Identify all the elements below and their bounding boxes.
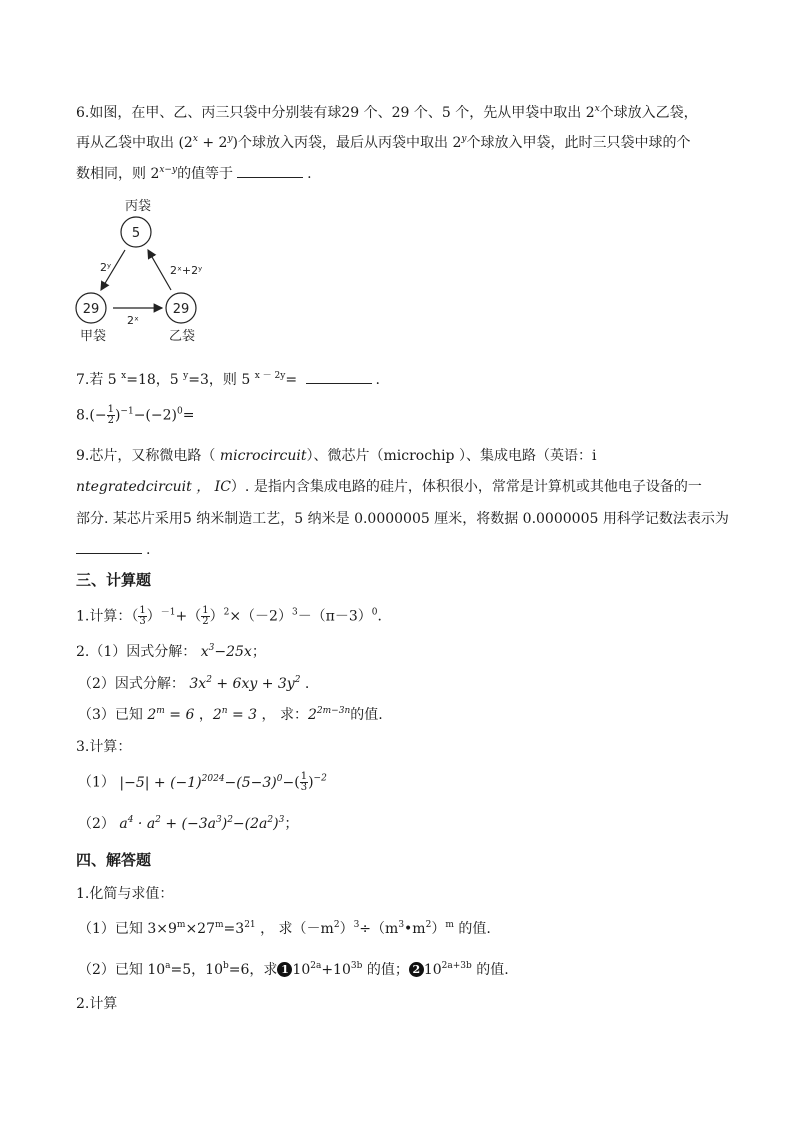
q9-line-1: 9.芯片，又称微电路（ microcircuit）、微芯片（microchip ）、集成电路（英语：i: [76, 448, 597, 464]
s4-problem-1-2: （2）已知 $10^a=5$，$10^b=6$，求 1 $10^{2a}+10^{3b}$ 的值； 2 $10^{2a+3b}$ 的值.: [78, 961, 509, 978]
bag-transfer-diagram: [70, 194, 220, 346]
answer-blank: [76, 539, 142, 554]
q7-line: 7.若 5 $^x$=18，5 $^y$=3，则 5 $^{x - 2y}$= .: [76, 371, 380, 388]
s4-problem-1: 1.化简与求值：: [76, 886, 174, 902]
q8-line: 8.(− $\frac{1}{2}$ )$^{-1}-(-2)^0=$: [76, 404, 195, 426]
arrow-left-label: 2ʸ: [100, 261, 112, 274]
arrow-right-to-top: [148, 250, 171, 290]
q9-line-3: 部分. 某芯片采用5 纳米制造工艺，5 纳米是 0.0000005 厘米，将数据 0.0000005 用科学记数法表示为: [76, 511, 729, 527]
s3-problem-3-2: （2） $a^4 \cdot a^2 + (-3a^3)^2-(2a^2)^3$；: [78, 815, 299, 832]
answer-blank: [237, 163, 303, 178]
s4-problem-1-1: （1）已知 $3\times 9^m\times 27^m=3^{21}$ ， 求$(-m^2)^3\div(m^3•m^2)^m$ 的值.: [78, 920, 491, 937]
s4-problem-2: 2.计算: [76, 996, 118, 1012]
q6-line-2: 再从乙袋中取出 $(2^x + 2^y)$个球放入丙袋，最后从丙袋中取出 2$^y$个球放入甲袋，此时三只袋中球的个: [76, 134, 691, 151]
left-bag-label: 甲袋: [79, 329, 107, 344]
q6-line-1: 6.如图，在甲、乙、丙三只袋中分别装有球29 个、29 个、5 个，先从甲袋中取出 2$^x$个球放入乙袋，: [76, 104, 698, 121]
answer-blank: [306, 369, 372, 384]
right-bag-label: 乙袋: [168, 329, 196, 344]
s3-problem-1: 1.计算：（ $\frac{1}{3}$ ）$^{-1}$+（ $\frac{1}{2}$ ）$^2\times(-2)^3-(\pi-3)^0$．: [76, 605, 392, 627]
right-bag-value: 29: [172, 302, 190, 317]
circled-number-1: 1: [277, 962, 292, 977]
arrow-right-label: 2ˣ+2ʸ: [170, 264, 203, 277]
top-bag-label: 丙袋: [124, 199, 152, 214]
arrow-bottom-label: 2ˣ: [127, 314, 139, 327]
s3-problem-3: 3.计算：: [76, 739, 132, 755]
s3-problem-2-3: （3）已知 $2^m = 6$ ，$2^n = 3$ ， 求：$2^{2m-3n}$的值.: [78, 706, 383, 723]
q6-line-3: 数相同，则 $2^{x-y}$的值等于 .: [76, 165, 312, 182]
section-3-title: 三、计算题: [76, 571, 152, 589]
s3-problem-2-1: 2.（1）因式分解： $x^3-25x$；: [76, 643, 266, 660]
s3-problem-3-1: （1） $|-5| + (-1)^{2024}-(5-3)^0-$( $\frac{1}{3}$ )$^{-2}$: [78, 771, 327, 793]
section-4-title: 四、解答题: [76, 851, 152, 869]
circled-number-2: 2: [409, 962, 424, 977]
left-bag-value: 29: [82, 302, 100, 317]
s3-problem-2-2: （2）因式分解： $3x^2 + 6xy + 3y^2$ .: [78, 675, 310, 692]
q9-line-2: ntegratedcircuit ， IC）. 是指内含集成电路的硅片，体积很小，常常是计算机或其他电子设备的一: [76, 479, 702, 495]
q9-line-4: .: [76, 539, 150, 560]
top-bag-value: 5: [131, 226, 141, 241]
